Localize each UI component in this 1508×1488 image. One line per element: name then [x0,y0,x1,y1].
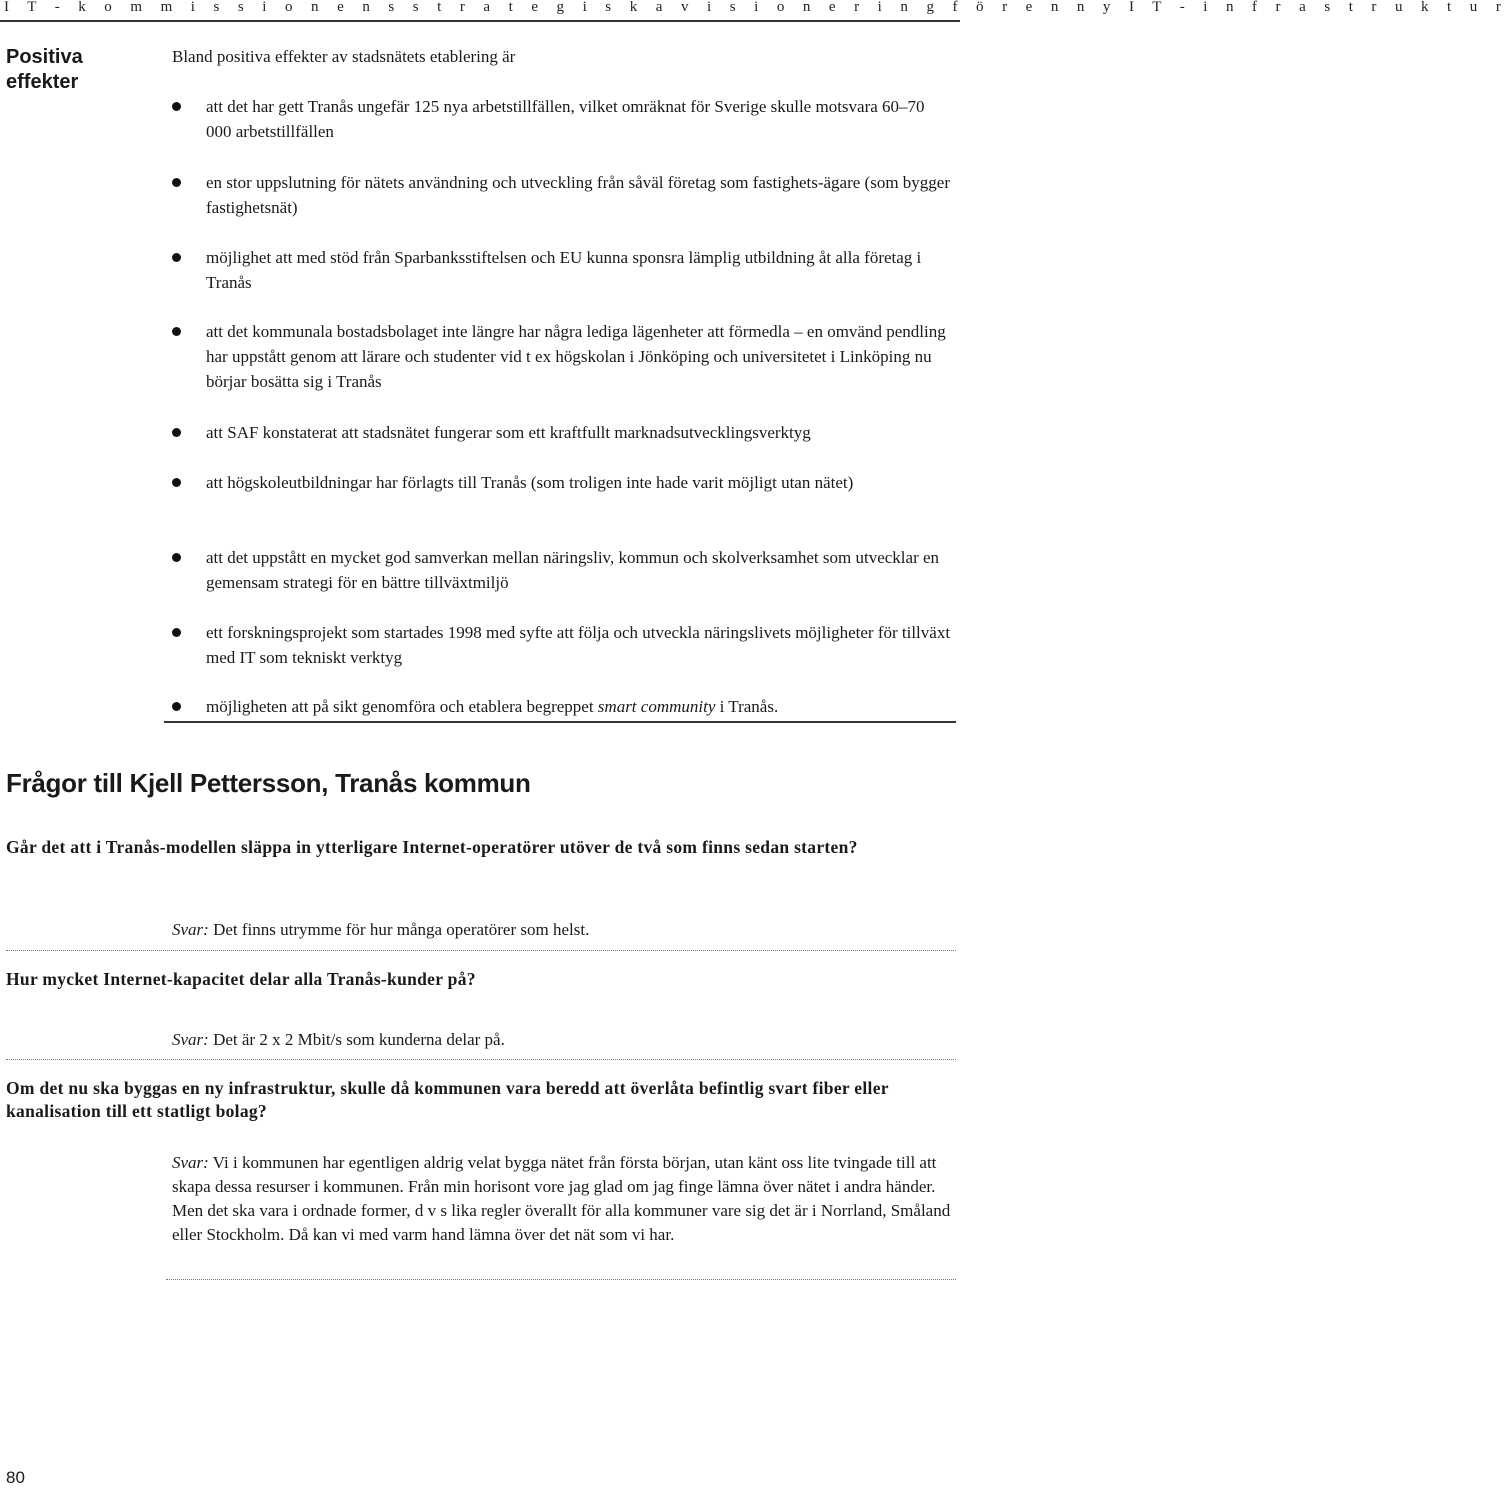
answer [172,1028,952,1052]
bullet-icon [172,178,181,187]
question: Hur mycket Internet-kapacitet delar alla Tranås-kunder på? [6,969,476,989]
list-item-text: att det uppstått en mycket god samverkan mellan näringsliv, kommun och skolverksamhet som utvecklar en gemensam strategi för en bättre tillväxtmiljö [206,548,940,592]
list-item-text: en stor uppslutning för nätets användning och utveckling från såväl företag som fastighets-ägare (som bygger fastighetsnät) [206,173,951,217]
list-item-text: att det kommunala bostadsbolaget inte längre har några lediga lägenheter att förmedla – en omvänd pendling har uppstått genom att lärare och studenter vid t ex högskolan i Jönköping och universitetet i Linköping nu börjar bosätta sig i Tranås [206,322,946,391]
answer-label: Svar: [172,920,209,939]
dotted-divider [166,1279,956,1280]
page-number: 80 [6,1468,25,1487]
answer-label: Svar: [172,1030,209,1049]
bullet-icon [172,327,181,336]
question: Om det nu ska byggas en ny infrastruktur, skulle då kommunen vara beredd att överlåta befintlig svart fiber eller kanalisation till ett statligt bolag? [6,1078,889,1121]
dotted-divider [6,1059,956,1060]
dotted-divider [6,950,956,951]
list-item-text [206,694,951,719]
bullet-icon [172,702,181,711]
list-item-text-part: i Tranås. [715,697,779,716]
section-divider [164,721,956,723]
header-rule [0,20,960,22]
intro-text: Bland positiva effekter av stadsnätets etablering är [172,47,516,66]
list-item-text: ett forskningsprojekt som startades 1998 med syfte att följa och utveckla näringslivets möjligheter för tillväxt med IT som tekniskt verktyg [206,623,951,667]
answer-text: Det finns utrymme för hur många operatörer som helst. [208,920,590,939]
answer [172,918,952,942]
list-item-text: att högskoleutbildningar har förlagts till Tranås (som troligen inte hade varit möjligt utan nätet) [206,473,854,492]
section-title: Frågor till Kjell Pettersson, Tranås kommun [6,768,531,798]
list-item-italic-term: smart community [597,697,716,716]
bullet-icon [172,478,181,487]
list-item-text: att SAF konstaterat att stadsnätet fungerar som ett kraftfullt marknadsutvecklingsverktyg [206,423,811,442]
list-item-text-part: möjligheten att på sikt genomföra och etablera begreppet [206,697,598,716]
list-item-text: att det har gett Tranås ungefär 125 nya arbetstillfällen, vilket omräknat för Sverige skulle motsvara 60–70 000 arbetstillfällen [206,97,925,141]
list-item-text: möjlighet att med stöd från Sparbanksstiftelsen och EU kunna sponsra lämplig utbildning åt alla företag i Tranås [206,248,922,292]
question: Går det att i Tranås-modellen släppa in ytterligare Internet-operatörer utöver de två som finns sedan starten? [6,837,858,857]
answer-text: Det är 2 x 2 Mbit/s som kunderna delar på. [208,1030,505,1049]
bullet-icon [172,553,181,562]
bullet-icon [172,428,181,437]
bullet-icon [172,102,181,111]
answer [172,1151,952,1247]
side-heading: Positiva effekter [6,46,83,93]
bullet-icon [172,628,181,637]
answer-label: Svar: [172,1153,209,1172]
bullet-icon [172,253,181,262]
running-header: I T - k o m m i s s i o n e n s s t r a t e g i s k a v i s i o n e r i n g f ö r e n n y I T - i n f r a s t r u k t u r [4,0,1508,15]
answer-text: Vi i kommunen har egentligen aldrig velat bygga nätet från första början, utan känt oss lite tvingade till att skapa dessa resurser i kommunen. Från min horisont vore jag glad om jag finge lämna över nätet i andra händer. Men det ska vara i ordnade former, d v s lika regler överallt för alla kommuner vare sig det är i Norrland, Småland eller Stockholm. Då kan vi med varm hand lämna över det nät som vi har. [172,1153,951,1244]
